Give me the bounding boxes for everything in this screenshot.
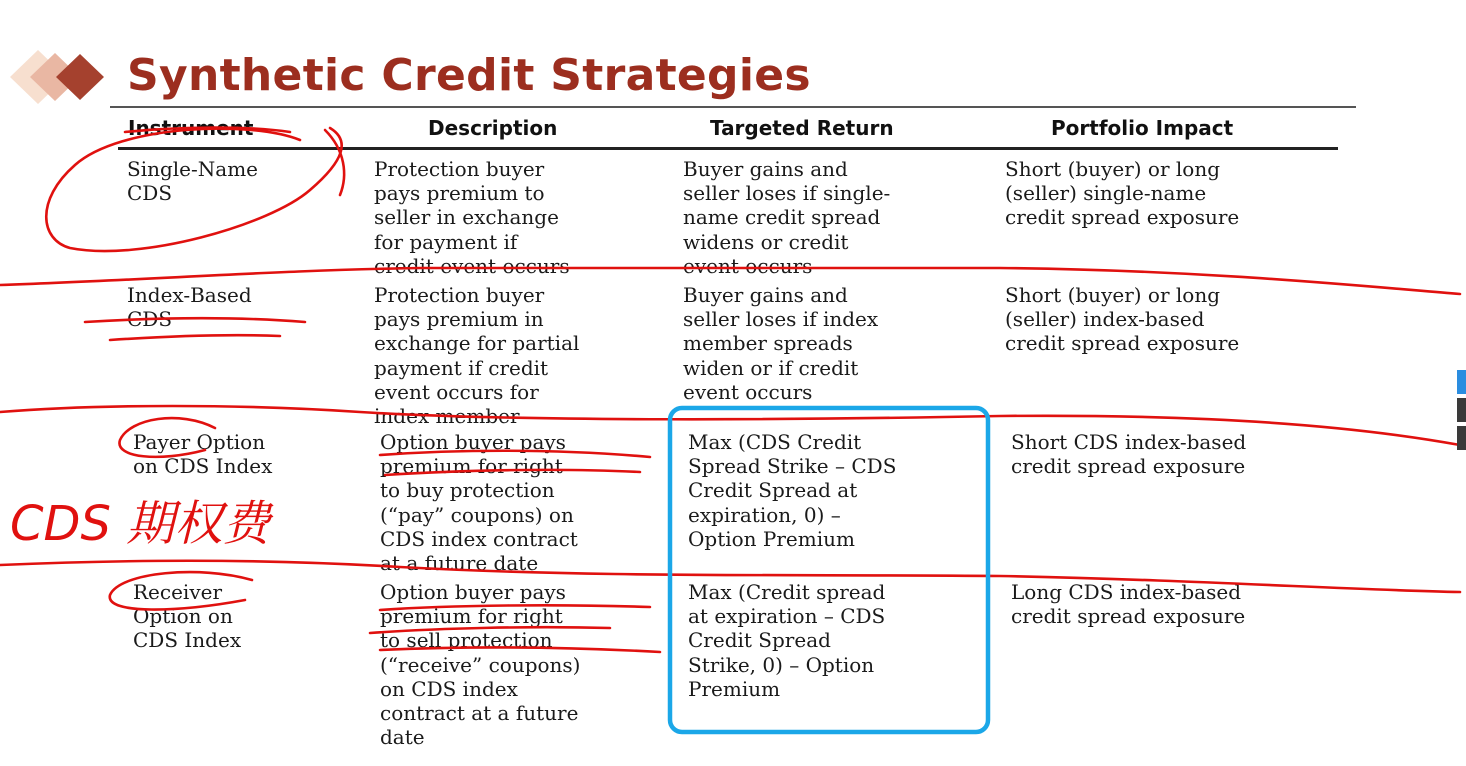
row2-instrument: Index-Based CDS xyxy=(127,283,252,332)
row3-portfolio-impact: Short CDS index-based credit spread exposure xyxy=(1011,430,1247,479)
row4-targeted-return: Max (Credit spread at expiration – CDS Credit Spread Strike, 0) – Option Premium xyxy=(688,580,886,701)
row1-instrument: Single-Name CDS xyxy=(127,157,258,206)
row2-targeted-return: Buyer gains and seller loses if index member spreads widen or if credit event occurs xyxy=(683,283,879,404)
slide-title: Synthetic Credit Strategies xyxy=(127,50,811,101)
row3-instrument: Payer Option on CDS Index xyxy=(133,430,273,479)
row3-targeted-return: Max (CDS Credit Spread Strike – CDS Credit Spread at expiration, 0) – Option Premium xyxy=(688,430,897,551)
row4-portfolio-impact: Long CDS index-based credit spread exposure xyxy=(1011,580,1246,629)
header-description: Description xyxy=(428,116,558,140)
header-targeted-return: Targeted Return xyxy=(710,116,894,140)
handwritten-note: CDS 期权费 xyxy=(10,496,271,552)
title-divider xyxy=(110,106,1356,108)
row4-description: Option buyer pays premium for right to sell protection (“receive” coupons) on CDS index contract at a future date xyxy=(380,580,581,750)
row4-instrument: Receiver Option on CDS Index xyxy=(133,580,242,653)
side-panel-tab-1[interactable] xyxy=(1457,370,1466,394)
ink-stroke-circle-tail xyxy=(325,130,344,195)
side-panel-tab-3[interactable] xyxy=(1457,426,1466,450)
slide-logo xyxy=(0,40,120,110)
header-portfolio-impact: Portfolio Impact xyxy=(1051,116,1234,140)
side-panel-tab-2[interactable] xyxy=(1457,398,1466,422)
row1-targeted-return: Buyer gains and seller loses if single- name credit spread widens or credit event occurs xyxy=(683,157,891,278)
row1-portfolio-impact: Short (buyer) or long (seller) single-name credit spread exposure xyxy=(1005,157,1240,230)
row1-description: Protection buyer pays premium to seller in exchange for payment if credit event occurs xyxy=(374,157,570,278)
header-instrument: Instrument xyxy=(128,116,254,140)
header-divider xyxy=(118,147,1338,150)
row2-portfolio-impact: Short (buyer) or long (seller) index-based credit spread exposure xyxy=(1005,283,1240,356)
row2-description: Protection buyer pays premium in exchange for partial payment if credit event occurs for index member xyxy=(374,283,580,429)
ink-underline-index-2 xyxy=(110,335,280,340)
row3-description: Option buyer pays premium for right to buy protection (“pay” coupons) on CDS index contract at a future date xyxy=(380,430,578,576)
